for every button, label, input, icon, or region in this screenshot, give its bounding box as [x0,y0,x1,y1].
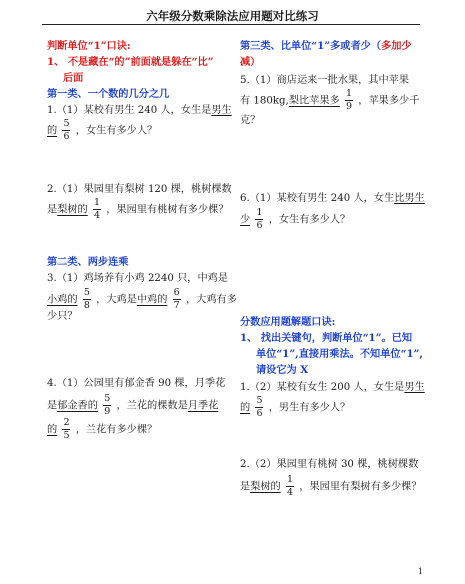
problem-4: 4.（1）公园里有郁金香 90 棵，月季花 [47,378,226,389]
fraction: $\frac{1}{6}$ [256,207,263,231]
category-heading: 第二类、两步连乘 [47,256,129,268]
fraction: $\frac{5}{9}$ [104,393,111,417]
problem-6: 6.（1）某校有男生 240 人，女生比男生 [240,193,425,204]
title-divider [42,24,420,25]
problem-3-line3: 少只？ [47,311,78,322]
page-number: 1 [417,567,423,576]
fraction: $\frac{5}{6}$ [256,395,263,419]
problem-q2: 2.（2）果园里有桃树 30 棵，桃树棵数 [240,459,419,470]
fraction: $\frac{5}{8}$ [83,287,90,311]
problem-1: 1.（1）某校有男生 240 人，女生是男生 [47,105,232,116]
problem-5-line2: 有 180kg,梨比苹果多 $\frac{1}{9}$ ，苹果多少千 [240,88,420,112]
problem-q1-line2: 的 $\frac{5}{6}$ ，男生有多少人？ [240,395,351,419]
rule-heading: 判断单位“1”口诀: [47,40,131,52]
fraction: $\frac{1}{4}$ [94,197,101,221]
left-column [47,38,237,458]
fraction: $\frac{1}{9}$ [346,88,353,112]
rule-line: 后面 [63,72,84,84]
fraction: $\frac{1}{4}$ [287,474,294,498]
page-title: 六年级分数乘除法应用题对比练习 [146,9,319,23]
fraction: $\frac{6}{7}$ [173,287,180,311]
fraction: $\frac{5}{6}$ [63,118,70,142]
category-heading: 第一类、一个数的几分之几 [47,88,170,100]
problem-4-line3: 的 $\frac{2}{5}$ ，兰花有多少棵？ [47,417,158,441]
category-heading: 第三类、比单位“1”多或者少（多加少 [240,40,412,52]
problem-2: 2.（1）果园里有梨树 120 棵，桃树棵数 [47,184,232,195]
tips-heading: 分数应用题解题口诀: [240,316,336,328]
problem-1-line2: 的 $\frac{5}{6}$ ，女生有多少人？ [47,118,158,142]
problem-2-line2: 是梨树的 $\frac{1}{4}$ ，果园里有桃树有多少棵？ [47,197,229,221]
rule-line: 1、 不是藏在“的”前面就是躲在“比” [47,56,214,68]
tips-line: 请设它为 X [256,364,309,376]
problem-3: 3.（1）鸡场养有小鸡 2240 只，中鸡是 [47,273,229,284]
category-heading-cont: 减） [240,56,261,68]
problem-4-line2: 是郁金香的 $\frac{5}{9}$ ，兰花的棵数是月季花 [47,393,219,417]
problem-q2-line2: 是梨树的 $\frac{1}{4}$ ，果园里有梨树有多少棵？ [240,474,422,498]
fraction: $\frac{2}{5}$ [63,417,70,441]
tips-line: 单位“1”,直接用乘法。不知单位“1”, [256,348,423,360]
tips-line: 1、 找出关键句，判断单位“1”。已知 [240,332,413,344]
problem-3-line2: 小鸡的 $\frac{5}{8}$ ，大鸡是中鸡的 $\frac{6}{7}$ ，大鸡有多 [47,287,237,311]
right-column [240,38,425,508]
problem-5: 5.（1）商店运来一批水果，其中苹果 [240,75,410,86]
problem-5-line3: 克？ [240,115,261,126]
problem-q1: 1.（2）某校有女生 200 人，女生是男生 [240,382,425,393]
problem-6-line2: 少 $\frac{1}{6}$ ，女生有多少人？ [240,207,351,231]
